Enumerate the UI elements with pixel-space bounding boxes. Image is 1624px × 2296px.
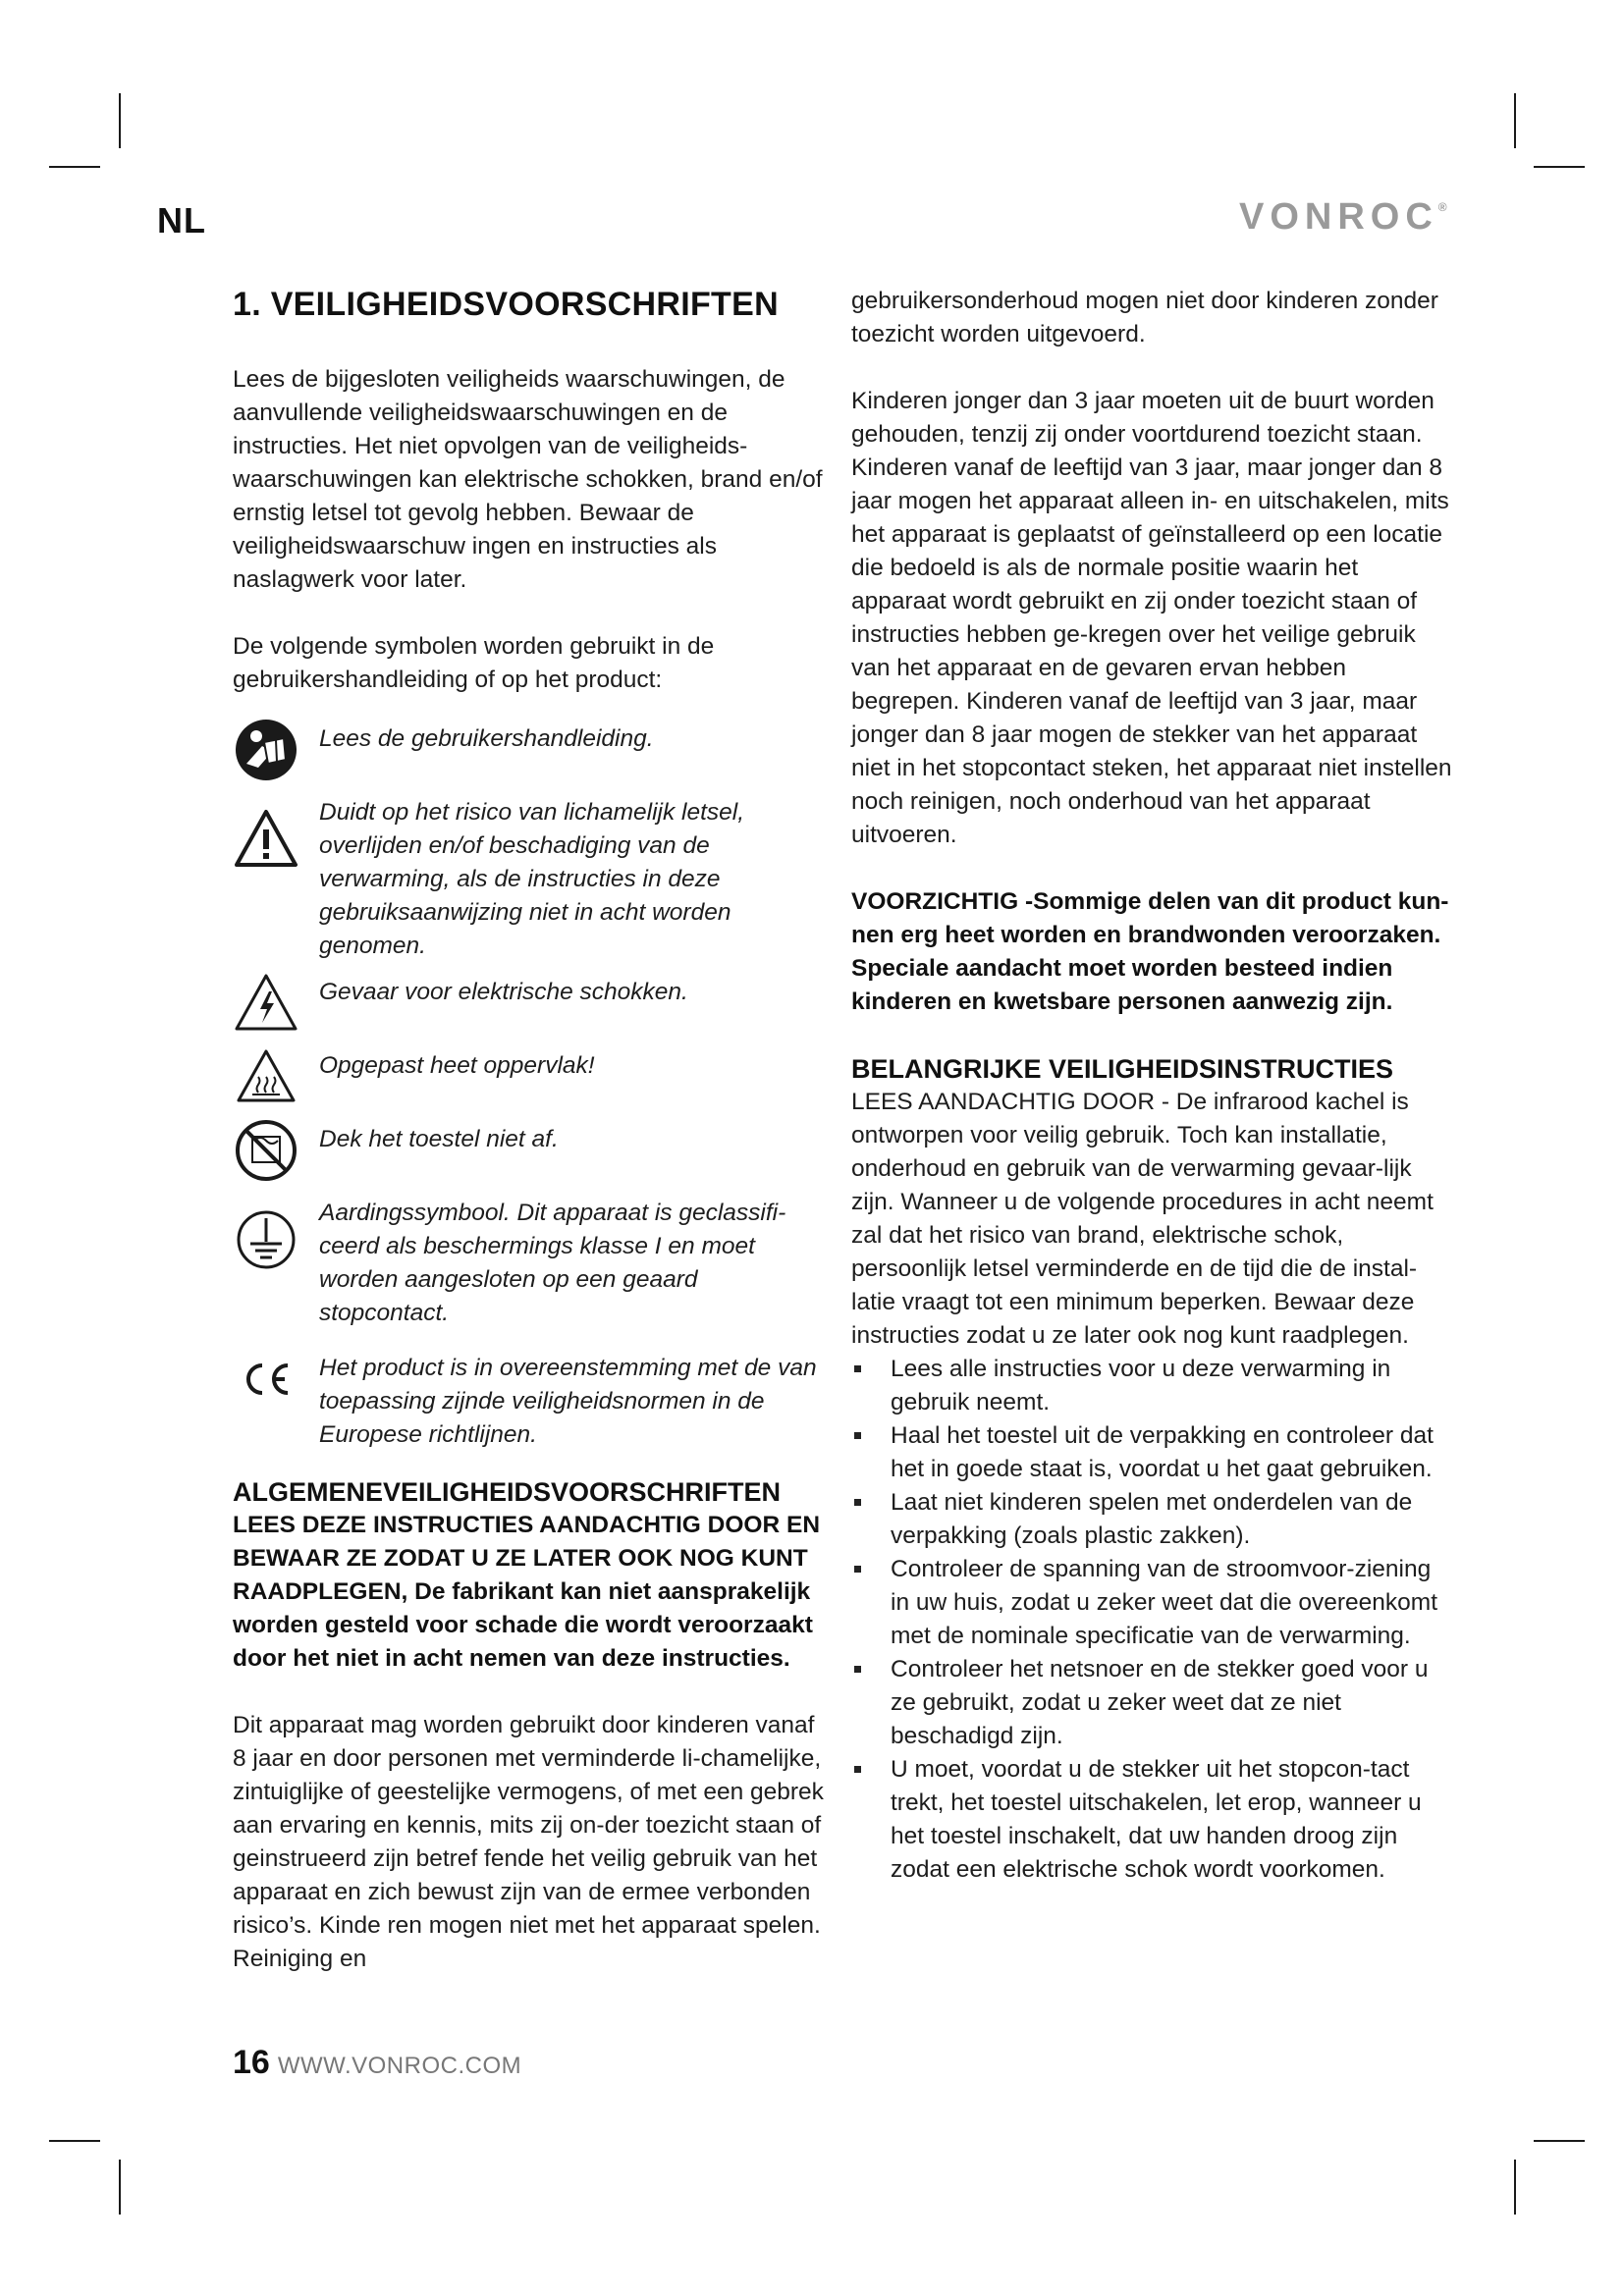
symbol-row xyxy=(233,722,832,783)
symbol-text: Het product is in overeenstemming met de van toepassing zijnde veiligheidsnormen in de Europese richtlijnen. xyxy=(319,1355,817,1448)
page-footer xyxy=(233,2044,521,2082)
electric-shock-icon xyxy=(233,970,299,1037)
general-safety-heading: ALGEMENEVEILIGHEIDSVOORSCHRIFTEN xyxy=(233,1477,782,1507)
list-item xyxy=(851,1653,1452,1753)
bullet-icon xyxy=(854,1432,861,1439)
website-link[interactable]: WWW.VONROC.COM xyxy=(277,2053,522,2079)
list-item xyxy=(851,1553,1452,1653)
list-item xyxy=(851,1486,1452,1553)
warning-icon xyxy=(233,806,299,873)
crop-mark xyxy=(119,93,121,148)
list-item-text: Controleer het netsnoer en de stekker goed voor u ze gebruikt, zodat u zeker weet dat ze niet beschadigd zijn. xyxy=(891,1656,1429,1749)
symbol-row xyxy=(233,796,832,963)
right-column xyxy=(851,285,1452,1887)
bullet-icon xyxy=(854,1766,861,1773)
trademark-mark: ® xyxy=(1437,200,1447,214)
list-item xyxy=(851,1753,1452,1887)
section-title: 1. VEILIGHEIDSVOORSCHRIFTEN xyxy=(233,286,779,323)
language-code: NL xyxy=(157,200,206,240)
continuation-paragraph: gebruikersonderhoud mogen niet door kinderen zonder toezicht worden uitgevoerd. xyxy=(851,288,1438,347)
instruction-list xyxy=(851,1353,1452,1887)
symbol-text: Gevaar voor elektrische schokken. xyxy=(319,979,688,1005)
list-item-text: Controleer de spanning van de stroomvoor-ziening in uw huis, zodat u zeker weet dat die overeenkomt met de nominale specificatie van de verwarming. xyxy=(891,1556,1438,1649)
symbol-row xyxy=(233,1123,832,1184)
crop-mark xyxy=(1534,166,1585,168)
symbol-row xyxy=(233,1197,832,1330)
caution-notice: VOORZICHTIG -Sommige delen van dit product kun-nen erg heet worden en brandwonden veroorzaken. Speciale aandacht moet worden besteed indien kinderen en kwetsbare personen aanwezig zijn. xyxy=(851,888,1449,1015)
children-under-3-paragraph: Kinderen jonger dan 3 jaar moeten uit de buurt worden gehouden, tenzij zij onder voortdurend toezicht staan. Kinderen vanaf de leeftijd van 3 jaar, maar jonger dan 8 jaar mogen het apparaat alleen in- en uitschakelen, mits het apparaat is geplaatst of geïnstalleerd op een locatie die bedoeld is als de normale positie waarin het apparaat wordt gebruikt en zij onder toezicht staan of instructies hebben ge-kregen over het veilige gebruik van het apparaat en de gevaren ervan hebben begrepen. Kinderen vanaf de leeftijd van 3 jaar, maar jonger dan 8 jaar mogen de stekker van het apparaat niet in het stopcontact steken, het apparaat niet instellen noch reinigen, noch onderhoud van het apparaat uitvoeren. xyxy=(851,388,1452,848)
list-item-text: U moet, voordat u de stekker uit het stopcon-tact trekt, het toestel uitschakelen, let erop, wanneer u het toestel inschakelt, dat uw handen droog zijn zodat een elektrische schok wordt voorkomen. xyxy=(891,1756,1422,1883)
symbol-text: Aardingssymbool. Dit apparaat is geclassifi-ceerd als beschermings klasse I en moet worden aangesloten op een geaard stopcontact. xyxy=(319,1200,786,1326)
list-item-text: Laat niet kinderen spelen met onderdelen van de verpakking (zoals plastic zakken). xyxy=(891,1489,1413,1549)
page-number: 16 xyxy=(233,2044,270,2081)
bullet-icon xyxy=(854,1666,861,1673)
list-item-text: Lees alle instructies voor u deze verwarming in gebruik neemt. xyxy=(891,1356,1391,1415)
symbol-row xyxy=(233,976,832,1037)
crop-mark xyxy=(49,166,100,168)
intro-paragraph: Lees de bijgesloten veiligheids waarschuwingen, de aanvullende veiligheidswaarschuwingen en de instructies. Het niet opvolgen van de veiligheids-waarschuwingen kan elektrische schokken, brand en/of ernstig letsel tot gevolg hebben. Bewaar de veiligheidswaarschuw ingen en instructies als naslagwerk voor later. xyxy=(233,366,823,593)
symbol-row xyxy=(233,1352,832,1452)
symbol-row xyxy=(233,1049,832,1110)
crop-mark xyxy=(1514,93,1516,148)
brand-name: VONROC xyxy=(1239,196,1438,238)
list-item xyxy=(851,1353,1452,1419)
important-instructions-text: LEES AANDACHTIG DOOR - De infrarood kachel is ontworpen voor veilig gebruik. Toch kan installatie, onderhoud en gebruik van de verwarming gevaar-lijk zijn. Wanneer u de volgende procedures in acht neemt zal dat het risico van brand, elektrische schok, persoonlijk letsel verminderde en de tijd die de instal-latie vraagt tot een minimum beperken. Bewaar deze instructies zodat u ze later ook nog kunt raadplegen. xyxy=(851,1089,1434,1349)
symbol-text: Lees de gebruikershandleiding. xyxy=(319,725,654,752)
children-paragraph: Dit apparaat mag worden gebruikt door kinderen vanaf 8 jaar en door personen met verminderde li-chamelijke, zintuiglijke of geestelijke vermogens, of met een gebrek aan ervaring en kennis, mits zij on-der toezicht staan of geinstrueerd zijn betref fende het veilig gebruik van het apparaat en zich bewust zijn van de ermee verbonden risico’s. Kinde ren mogen niet met het apparaat spelen. Reiniging en xyxy=(233,1712,824,1972)
read-manual-icon xyxy=(233,717,299,783)
list-item xyxy=(851,1419,1452,1486)
ce-mark-icon xyxy=(233,1346,299,1413)
do-not-cover-icon xyxy=(233,1117,299,1184)
brand-logo xyxy=(1239,196,1447,239)
crop-mark xyxy=(49,2140,100,2142)
crop-mark xyxy=(119,2160,121,2215)
crop-mark xyxy=(1534,2140,1585,2142)
general-safety-notice: LEES DEZE INSTRUCTIES AANDACHTIG DOOR EN BEWAAR ZE ZODAT U ZE LATER OOK NOG KUNT RAADPLEGEN, De fabrikant kan niet aansprakelijk worden gesteld voor schade die wordt veroorzaakt door het niet in acht nemen van deze instructies. xyxy=(233,1512,821,1672)
hot-surface-icon xyxy=(233,1043,299,1110)
bullet-icon xyxy=(854,1365,861,1372)
symbol-text: Duidt op het risico van lichamelijk letsel, overlijden en/of beschadiging van de verwarming, als de instructies in deze gebruiksaanwijzing niet in acht worden genomen. xyxy=(319,799,745,959)
symbol-text: Opgepast heet oppervlak! xyxy=(319,1052,595,1079)
earth-ground-icon xyxy=(233,1206,299,1273)
bullet-icon xyxy=(854,1566,861,1573)
left-column xyxy=(233,285,832,2009)
important-instructions-heading: BELANGRIJKE VEILIGHEIDSINSTRUCTIES xyxy=(851,1054,1394,1084)
symbol-text: Dek het toestel niet af. xyxy=(319,1126,559,1152)
crop-mark xyxy=(1514,2160,1516,2215)
list-item-text: Haal het toestel uit de verpakking en controleer dat het in goede staat is, voordat u het gaat gebruiken. xyxy=(891,1422,1434,1482)
bullet-icon xyxy=(854,1499,861,1506)
symbols-intro: De volgende symbolen worden gebruikt in de gebruikershandleiding of op het product: xyxy=(233,633,715,693)
